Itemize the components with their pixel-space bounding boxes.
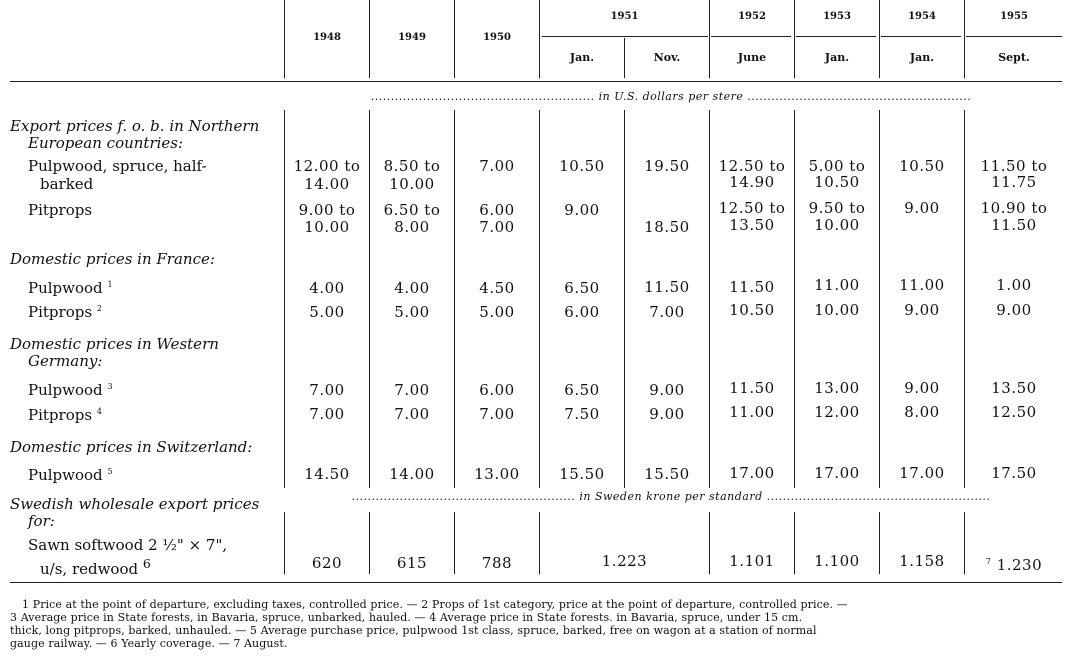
section-title: Domestic prices in France: [10, 250, 215, 268]
cell: 1.101 [729, 552, 775, 570]
cell: 15.50 [559, 465, 605, 483]
unit-sek-line: ........................................................ in Sweden krone per standard ........................................................ [351, 490, 991, 503]
cell: 615 [396, 554, 428, 572]
cell: 11.75 [991, 173, 1037, 191]
column-rule-1951-jan [624, 110, 625, 488]
section-title: Domestic prices in Western [10, 335, 219, 353]
footnote-ref: 3 [107, 382, 113, 391]
section-title: Domestic prices in Switzerland: [10, 438, 253, 456]
column-rule-1948 [369, 110, 370, 488]
year-header-1950: 1950 [483, 32, 511, 43]
cell: 11.50 to [980, 157, 1048, 175]
header-bottom-rule [10, 81, 1062, 82]
cell: 14.50 [304, 465, 350, 483]
year-1953-underline [796, 36, 876, 37]
row-label: Sawn softwood 2 ½" × 7", [28, 536, 228, 554]
cell: 11.50 [729, 379, 775, 397]
cell: 10.00 [814, 301, 860, 319]
cell: 1.100 [814, 552, 860, 570]
footnote-ref: 7 [985, 557, 992, 566]
row-label-text: Pulpwood [28, 279, 103, 297]
footnote-ref: 1 [107, 280, 113, 289]
month-1951-nov: Nov. [653, 51, 681, 64]
column-rule-1954 [964, 110, 965, 488]
cell: 9.50 to [808, 199, 866, 217]
cell: 17.00 [729, 464, 775, 482]
row-label [28, 276, 113, 297]
row-label: barked [40, 175, 94, 193]
cell: 1.158 [899, 552, 945, 570]
unit-usd: in U.S. dollars per stere [598, 90, 744, 103]
cell: 7.00 [479, 157, 515, 175]
year-1955-underline [966, 36, 1062, 37]
footnote-ref: 2 [96, 304, 102, 313]
year-header-1951: 1951 [610, 11, 639, 22]
column-rule-1951 [709, 110, 710, 488]
cell: 7.00 [309, 405, 345, 423]
column-rule-1948 [369, 512, 370, 574]
cell: 9.00 [904, 379, 940, 397]
cell: 9.00 [904, 199, 940, 217]
column-rule-1952 [794, 512, 795, 574]
cell: 1.223 [601, 552, 648, 570]
section-title: Export prices f. o. b. in Northern [10, 117, 260, 135]
cell: 13.00 [814, 379, 860, 397]
cell: 10.50 [814, 173, 860, 191]
column-rule-1949 [454, 512, 455, 574]
cell: 6.00 [564, 303, 600, 321]
cell: 14.90 [729, 173, 775, 191]
cell: 8.00 [904, 403, 940, 421]
unit-usd-line: ........................................................ in U.S. dollars per stere ........................................................ [370, 90, 972, 103]
column-rule-1953 [879, 0, 880, 78]
cell: 17.00 [814, 464, 860, 482]
row-label-text: Pulpwood [28, 466, 103, 484]
column-rule-label [284, 110, 285, 488]
cell: 9.00 [564, 201, 600, 219]
cell: 8.00 [394, 218, 430, 236]
month-1955: Sept. [998, 51, 1030, 64]
footnote-ref: 4 [96, 407, 102, 416]
column-rule-1951-jan [624, 38, 625, 78]
footnote-ref: 6 [142, 556, 151, 571]
year-header-1955: 1955 [1000, 11, 1028, 22]
unit-sek: in Sweden krone per standard [579, 490, 763, 503]
cell: 10.00 [389, 175, 435, 193]
column-rule-1952 [794, 0, 795, 78]
cell: 4.00 [394, 279, 430, 297]
section-title: Swedish wholesale export prices [10, 495, 260, 513]
cell: 9.00 [996, 301, 1032, 319]
cell: 7.00 [479, 218, 515, 236]
row-label [28, 300, 102, 321]
cell: 18.50 [644, 218, 690, 236]
month-1953: Jan. [824, 51, 850, 64]
cell: 7.00 [479, 405, 515, 423]
column-rule-1954 [964, 512, 965, 574]
row-label [28, 378, 113, 399]
year-header-1948: 1948 [313, 32, 341, 43]
column-rule-1950 [539, 110, 540, 488]
column-rule-1952 [794, 110, 795, 488]
row-label: Pitprops [28, 201, 93, 219]
footnote-line: 3 Average price in State forests, in Bavaria, spruce, unbarked, hauled. — 4 Average price in State forests. in Bavaria, spruce, under 15 cm. [10, 611, 803, 624]
column-rule-1949 [454, 110, 455, 488]
section-title: Germany: [28, 352, 103, 370]
cell: 13.50 [729, 216, 775, 234]
year-header-1952: 1952 [738, 11, 766, 22]
column-rule-1953 [879, 512, 880, 574]
row-label: Pulpwood, spruce, half- [28, 157, 207, 175]
month-1951-jan: Jan. [569, 51, 595, 64]
cell: 10.90 to [980, 199, 1048, 217]
footnote-line: thick, long pitprops, barked, unhauled. — 5 Average purchase price, pulpwood 1st class, spruce, barked, free on wagon at a station of normal [10, 624, 817, 637]
cell: 11.00 [899, 276, 945, 294]
cell: 7.00 [649, 303, 685, 321]
cell: 5.00 [479, 303, 515, 321]
cell: 5.00 to [808, 157, 866, 175]
year-1952-underline [711, 36, 791, 37]
cell: 6.50 to [383, 201, 441, 219]
cell: 7.00 [309, 381, 345, 399]
cell: 7.00 [394, 381, 430, 399]
cell: 12.00 [814, 403, 860, 421]
cell: 15.50 [644, 465, 690, 483]
row-label-text: Pulpwood [28, 381, 103, 399]
cell: 7.00 [394, 405, 430, 423]
year-1951-underline [542, 36, 708, 37]
cell: 1.00 [996, 276, 1032, 294]
cell: 5.00 [394, 303, 430, 321]
year-1954-underline [881, 36, 961, 37]
row-label [28, 403, 102, 424]
row-label [28, 463, 113, 484]
cell: 6.50 [564, 381, 600, 399]
cell: 11.00 [729, 403, 775, 421]
cell: 14.00 [304, 175, 350, 193]
year-header-1949: 1949 [398, 32, 426, 43]
year-header-1954: 1954 [908, 11, 936, 22]
cell: 13.00 [474, 465, 520, 483]
cell: 7.50 [564, 405, 600, 423]
cell: 6.00 [479, 381, 515, 399]
cell: 9.00 [904, 301, 940, 319]
cell [966, 553, 1062, 574]
cell: 11.00 [814, 276, 860, 294]
column-rule-1951 [709, 512, 710, 574]
cell: 11.50 [991, 216, 1037, 234]
section-title: for: [28, 512, 55, 530]
cell: 6.00 [479, 201, 515, 219]
column-rule-label [284, 512, 285, 574]
column-rule-label [284, 0, 285, 78]
month-1952: June [737, 51, 767, 64]
column-rule-1948 [369, 0, 370, 78]
cell: 17.00 [899, 464, 945, 482]
cell: 620 [311, 554, 343, 572]
cell: 4.50 [479, 279, 515, 297]
cell: 10.50 [899, 157, 945, 175]
cell: 6.50 [564, 279, 600, 297]
row-label-text: u/s, redwood [40, 560, 139, 578]
cell: 10.50 [729, 301, 775, 319]
cell: 14.00 [389, 465, 435, 483]
table-bottom-rule [10, 582, 1062, 583]
column-rule-1950 [539, 0, 540, 78]
cell: 19.50 [644, 157, 690, 175]
section-title: European countries: [28, 134, 184, 152]
cell: 11.50 [644, 278, 690, 296]
cell: 13.50 [991, 379, 1037, 397]
cell: 11.50 [729, 278, 775, 296]
footnote-ref: 5 [107, 467, 113, 476]
cell: 12.00 to [293, 157, 361, 175]
cell: 9.00 to [298, 201, 356, 219]
row-label-text: Pitprops [28, 406, 93, 424]
row-label-text: Pitprops [28, 303, 93, 321]
cell-value: 1.230 [996, 556, 1043, 574]
year-header-1953: 1953 [823, 11, 851, 22]
cell: 4.00 [309, 279, 345, 297]
row-label [40, 555, 151, 578]
cell: 9.00 [649, 381, 685, 399]
cell: 10.50 [559, 157, 605, 175]
footnote-line: gauge railway. — 6 Yearly coverage. — 7 August. [10, 637, 288, 650]
cell: 8.50 to [383, 157, 441, 175]
cell: 9.00 [649, 405, 685, 423]
cell: 788 [481, 554, 513, 572]
column-rule-1950 [539, 512, 540, 574]
cell: 5.00 [309, 303, 345, 321]
cell: 12.50 [991, 403, 1037, 421]
column-rule-1949 [454, 0, 455, 78]
cell: 12.50 to [718, 157, 786, 175]
footnote-line: 1 Price at the point of departure, excluding taxes, controlled price. — 2 Props of 1st category, price at the point of departure, controlled price. — [22, 598, 848, 611]
cell: 10.00 [814, 216, 860, 234]
column-rule-1954 [964, 0, 965, 78]
column-rule-1951 [709, 0, 710, 78]
cell: 12.50 to [718, 199, 786, 217]
month-1954: Jan. [909, 51, 935, 64]
cell: 17.50 [991, 464, 1037, 482]
cell: 10.00 [304, 218, 350, 236]
column-rule-1953 [879, 110, 880, 488]
